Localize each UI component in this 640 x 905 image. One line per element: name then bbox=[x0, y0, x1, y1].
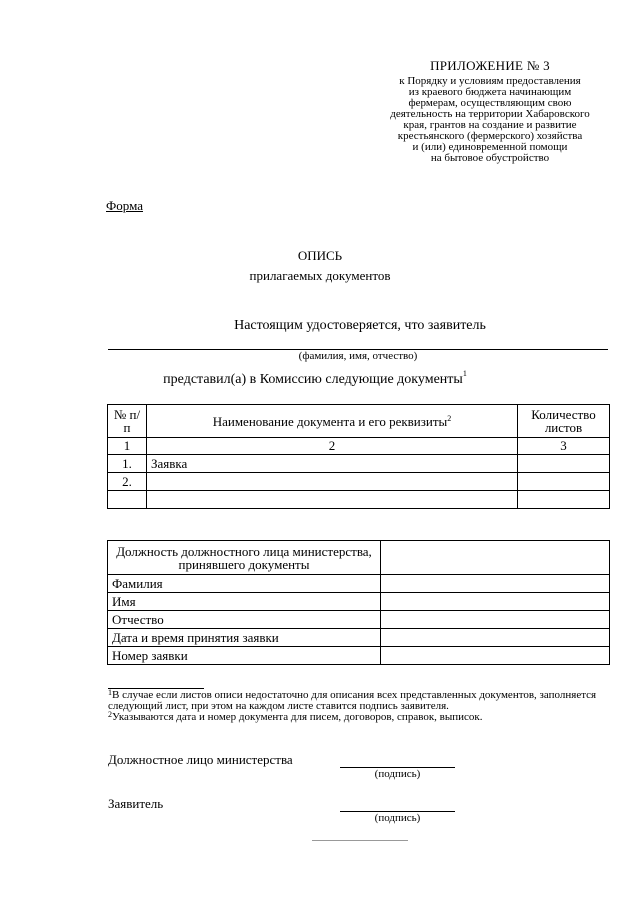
acceptance-row bbox=[108, 575, 610, 593]
header-num: № п/п bbox=[108, 405, 147, 438]
table-header-row bbox=[108, 405, 610, 438]
appendix-heading: ПРИЛОЖЕНИЕ № 3 bbox=[430, 58, 550, 73]
row-sheet-count[interactable] bbox=[518, 491, 610, 509]
appendix-header bbox=[365, 58, 615, 164]
column-number-row bbox=[108, 438, 610, 455]
acceptance-label: Отчество bbox=[108, 611, 381, 629]
presented-text bbox=[0, 369, 630, 388]
form-label: Форма bbox=[106, 198, 143, 213]
certify-text: Настоящим удостоверяется, что заявитель bbox=[234, 318, 486, 333]
row-num bbox=[108, 491, 147, 509]
row-sheet-count[interactable] bbox=[518, 473, 610, 491]
acceptance-value[interactable] bbox=[381, 611, 610, 629]
acceptance-label: Должность должностного лица министерства, принявшего документы bbox=[108, 541, 381, 575]
row-num: 2. bbox=[108, 473, 147, 491]
column-number: 3 bbox=[518, 438, 610, 455]
acceptance-row bbox=[108, 629, 610, 647]
acceptance-row bbox=[108, 541, 610, 575]
appendix-line: на бытовое обустройство bbox=[430, 152, 550, 164]
acceptance-value[interactable] bbox=[381, 541, 610, 575]
official-signature-label: Должностное лицо министерства bbox=[108, 752, 293, 767]
appendix-line: фермерам, осуществляющим свою bbox=[408, 97, 572, 109]
row-document-name[interactable]: Заявка bbox=[147, 455, 518, 473]
row-num: 1. bbox=[108, 455, 147, 473]
row-document-name[interactable] bbox=[147, 491, 518, 509]
acceptance-value[interactable] bbox=[381, 629, 610, 647]
applicant-name-hint: (фамилия, имя, отчество) bbox=[298, 350, 418, 362]
footnote bbox=[108, 712, 613, 723]
footnote-text: В случае если листов описи недостаточно для описания всех представленных документов, заполняется следующий лист, при этом на каждом листе ставится подпись заявителя. bbox=[108, 689, 597, 712]
appendix-line: деятельность на территории Хабаровского bbox=[390, 108, 590, 120]
row-sheet-count[interactable] bbox=[518, 455, 610, 473]
acceptance-label: Номер заявки bbox=[108, 647, 381, 665]
acceptance-value[interactable] bbox=[381, 575, 610, 593]
footnote-mark: 1 bbox=[108, 688, 112, 697]
document-subtitle: прилагаемых документов bbox=[249, 268, 391, 283]
column-number: 2 bbox=[147, 438, 518, 455]
acceptance-label: Фамилия bbox=[108, 575, 381, 593]
header-sheet-count: Количество листов bbox=[518, 405, 610, 438]
header-document-name bbox=[147, 405, 518, 438]
acceptance-label: Дата и время принятия заявки bbox=[108, 629, 381, 647]
footnote-mark: 2 bbox=[447, 413, 452, 423]
acceptance-value[interactable] bbox=[381, 647, 610, 665]
appendix-line: края, грантов на создание и развитие bbox=[403, 119, 577, 131]
appendix-line: из краевого бюджета начинающим bbox=[408, 86, 572, 98]
appendix-line: к Порядку и условиям предоставления bbox=[399, 75, 581, 87]
acceptance-table bbox=[107, 540, 610, 665]
acceptance-row bbox=[108, 593, 610, 611]
row-document-name[interactable] bbox=[147, 473, 518, 491]
applicant-signature-label: Заявитель bbox=[108, 796, 164, 811]
footnote-text: Указываются дата и номер документа для писем, договоров, справок, выписок. bbox=[112, 711, 483, 723]
footnotes bbox=[108, 690, 613, 723]
footnote-mark: 2 bbox=[108, 710, 112, 719]
footnote-mark: 1 bbox=[462, 369, 467, 378]
table-row bbox=[108, 491, 610, 509]
footnote bbox=[108, 690, 613, 712]
table-row bbox=[108, 455, 610, 473]
documents-table bbox=[107, 404, 610, 509]
column-number: 1 bbox=[108, 438, 147, 455]
acceptance-value[interactable] bbox=[381, 593, 610, 611]
appendix-line: крестьянского (фермерского) хозяйства bbox=[397, 130, 583, 142]
header-document-name-label: Наименование документа и его реквизиты bbox=[212, 413, 448, 429]
appendix-line: и (или) единовременной помощи bbox=[412, 141, 568, 153]
document-title: ОПИСЬ bbox=[297, 248, 343, 263]
applicant-signature-hint: (подпись) bbox=[374, 812, 421, 824]
acceptance-label: Имя bbox=[108, 593, 381, 611]
official-signature-hint: (подпись) bbox=[374, 768, 421, 780]
table-row bbox=[108, 473, 610, 491]
acceptance-row bbox=[108, 611, 610, 629]
bottom-divider bbox=[312, 840, 408, 841]
presented-label: представил(а) в Комиссию следующие документы bbox=[163, 372, 463, 387]
acceptance-row bbox=[108, 647, 610, 665]
